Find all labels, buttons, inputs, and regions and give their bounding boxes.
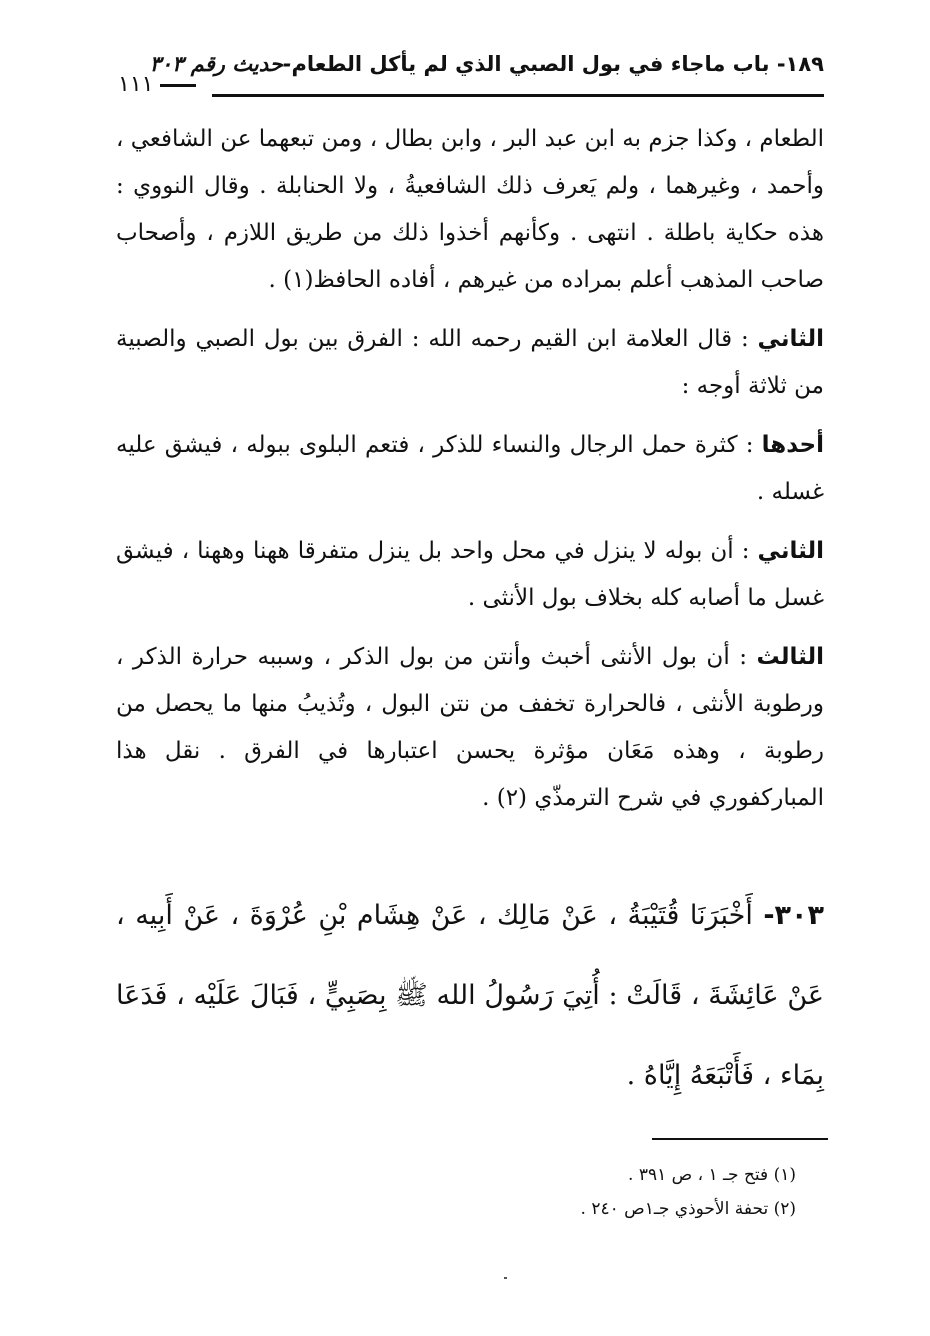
hadith-number: ٣٠٣- [763, 900, 824, 931]
paragraph-lead: الثاني [757, 538, 824, 564]
paragraph-5 [116, 634, 824, 822]
paragraph-2 [116, 316, 824, 410]
paragraph-1 [116, 116, 824, 304]
paragraph-body: : قال العلامة ابن القيم رحمه الله : الفرق بين بول الصبي والصبية من ثلاثة أوجه : [116, 326, 824, 399]
footnotes [300, 1158, 796, 1226]
paragraph-body: : أن بوله لا ينزل في محل واحد بل ينزل متفرقا ههنا وههنا ، فيشق غسل ما أصابه كله بخلاف بول الأنثى . [116, 538, 824, 611]
footnote-2: (٢) تحفة الأحوذي جـ١ص ٢٤٠ . [580, 1199, 796, 1219]
commentary-text [116, 116, 824, 834]
paragraph-lead: الثالث [756, 644, 824, 670]
footnote-rule [652, 1138, 828, 1140]
hadith-text [116, 876, 824, 1116]
scan-speck [504, 1277, 507, 1279]
paragraph-3 [116, 422, 824, 516]
hadith-body: أَخْبَرَنَا قُتَيْبَةُ ، عَنْ مَالِك ، عَنْ هِشَام بْنِ عُرْوَةَ ، عَنْ أَبِيه ، عَنْ عَائِشَةَ ، قَالَتْ : أُتِيَ رَسُولُ الله ﷺ بِصَبِيٍّ ، فَبَالَ عَلَيْه ، فَدَعَا بِمَاء ، فَأَتْبَعَهُ إِيَّاهُ . [116, 900, 824, 1091]
hadith-reference: -حديث رقم ٣٠٣ [149, 52, 292, 76]
footnote-1: (١) فتح جـ ١ ، ص ٣٩١ . [628, 1165, 796, 1185]
paragraph-body: الطعام ، وكذا جزم به ابن عبد البر ، وابن بطال ، ومن تبعهما عن الشافعي ، وأحمد ، وغيرهما ، ولم يَعرف ذلك الشافعيةُ ، ولا الحنابلة . وقال النووي : هذه حكاية باطلة . انتهى . وكأنهم أخذوا ذلك من طريق اللازم ، وأصحاب صاحب المذهب أعلم بمراده من غيرهم ، أفاده الحافظ(١) . [116, 126, 824, 293]
page-number-block [118, 72, 202, 97]
page-header [118, 52, 824, 102]
paragraph-4 [116, 528, 824, 622]
page-number: ١١١ [118, 72, 154, 97]
page-number-dash [160, 84, 196, 87]
chapter-title: ١٨٩- باب ماجاء في بول الصبي الذي لم يأكل الطعام [291, 52, 824, 76]
header-rule [212, 94, 824, 97]
paragraph-lead: الثاني [757, 326, 824, 352]
paragraph-body: : أن بول الأنثى أخبث وأنتن من بول الذكر ، وسببه حرارة الذكر ، ورطوبة الأنثى ، فالحرارة تخفف من نتن البول ، وتُذيبُ منها ما يحصل من رطوبة ، وهذه مَعَان مؤثرة يحسن اعتبارها في الفرق . نقل هذا المباركفوري في شرح الترمذّي (٢) . [116, 644, 824, 811]
paragraph-body: : كثرة حمل الرجال والنساء للذكر ، فتعم البلوى ببوله ، فيشق عليه غسله . [116, 432, 824, 505]
running-title [150, 52, 824, 76]
paragraph-lead: أحدها [761, 432, 824, 458]
